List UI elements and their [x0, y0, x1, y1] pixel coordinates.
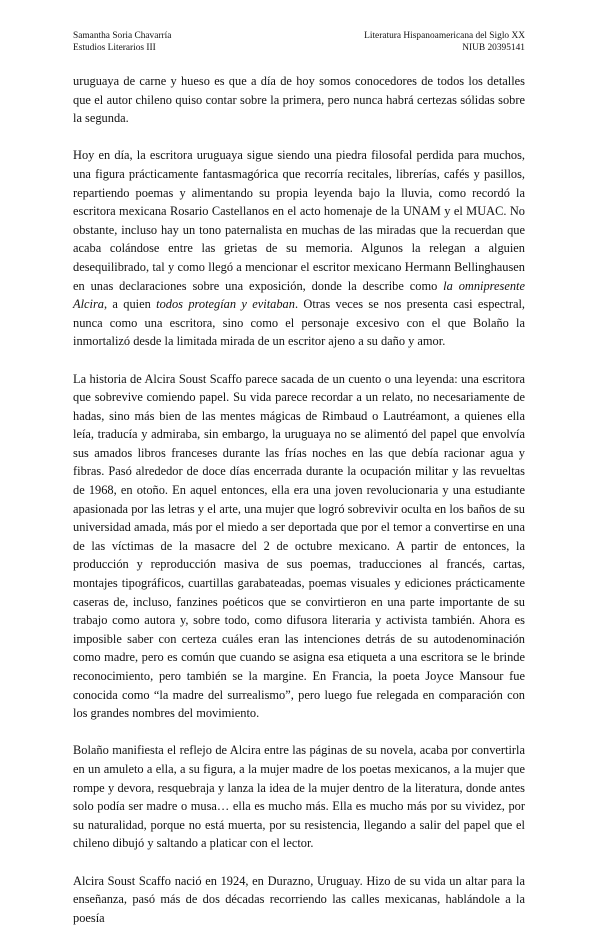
paragraph-2-text-b: , a quien	[103, 297, 157, 312]
paragraph-1: uruguaya de carne y hueso es que a día de hoy somos conocedores de todos los detalles que el autor chileno quiso contar sobre la primera, pero nunca habrá certezas sólidas sobre la segunda.	[73, 74, 525, 126]
paragraph-2-quote-2: todos protegían y evitaban	[156, 297, 295, 312]
header-left	[73, 30, 171, 54]
program-name: Estudios Literarios III	[73, 43, 156, 53]
student-id: NIUB 20395141	[462, 43, 525, 53]
paragraph-2-quote-1: la omnipresente Alcira	[73, 278, 525, 312]
paragraph-4: Bolaño manifiesta el reflejo de Alcira entre las páginas de su novela, acaba por convertirla en un amuleto a ella, a su figura, a la mujer madre de los poetas mexicanos, a la mujer que rompe y devora, resquebraja y lanza la idea de la mujer dentro de la literatura, donde antes solo podía ser madre o musa… ella es mucho más. Ella es mucho más por su vividez, por su naturalidad, porque no está muerta, por su resistencia, llegando a salir del papel que el chileno dibujó y saltando a platicar con el lector.	[73, 743, 525, 851]
header-right	[364, 30, 525, 54]
document-body	[73, 72, 525, 946]
course-name: Literatura Hispanoamericana del Siglo XX	[364, 31, 525, 41]
page-header	[73, 30, 525, 54]
paragraph-2	[73, 146, 525, 351]
paragraph-3: La historia de Alcira Soust Scaffo parece sacada de un cuento o una leyenda: una escritora que sobrevive comiendo papel. Su vida parece recordar a un relato, no necesariamente de hadas, sino más bien de las mentes mágicas de Rimbaud o Lautréamont, a quienes ella leía, traducía y admiraba, sin embargo, la uruguaya no se alimentó del papel que envolvía sus amados libros franceses durante las frías noches en las que debía racionar agua y fibras. Pasó alrededor de doce días encerrada durante la ocupación militar y las revueltas de 1968, en otoño. En aquel entonces, ella era una joven revolucionaria y una estudiante apasionada por las letras y el arte, una mujer que logró sobrevivir oculta en los baños de su universidad amada, más por el miedo a ser deportada que por el temor a convertirse en una de las víctimas de la masacre del 2 de octubre mexicano. A partir de entonces, la producción y reproducción masiva de sus poemas, traducciones al francés, cartas, montajes tipográficos, cuartillas garabateadas, poemas visuales y ediciones prácticamente caseras de, incluso, fanzines poéticos que se convirtieron en una parte importante de su trabajo como autora y, sobre todo, como difusora literaria y activista también. Ahora es imposible saber con certeza cuáles eran las intenciones detrás de su autodenominación como madre, pero es común que cuando se asigna esa etiqueta a una escritora se le brinde reconocimiento, pero también se la margine. En Francia, la poeta Joyce Mansour fue conocida como “la madre del surrealismo”, pero luego fue relegada en comparación con los grandes nombres del movimiento.	[73, 371, 525, 721]
paragraph-2-text-a: Hoy en día, la escritora uruguaya sigue siendo una piedra filosofal perdida para muchos, una figura prácticamente fantasmagórica que recorría recitales, librerías, cafés y pasillos, repartiendo poemas y alimentando su propia leyenda bajo la lluvia, como recordó la escritora mexicana Rosario Castellanos en el acto homenaje de la UNAM y el MUAC. No obstante, incluso hay un tono paternalista en muchas de las miradas que la recuerdan que acaba colándose entre las grietas de su memoria. Algunos la relegan a alguien desequilibrado, tal y como llegó a mencionar el escritor mexicano Hermann Bellinghausen en unas declaraciones sobre una exposición, donde la describe como	[73, 148, 525, 293]
paragraph-5: Alcira Soust Scaffo nació en 1924, en Durazno, Uruguay. Hizo de su vida un altar para la enseñanza, pasó más de dos décadas recorriendo las calles mexicanas, hablándole a la poesía	[73, 873, 525, 925]
author-name: Samantha Soria Chavarría	[73, 31, 172, 41]
paragraph-2-text-c: . Otras veces se nos presenta casi espectral, nunca como una escritora, sino como el personaje excesivo con el que Bolaño la inmortalizó desde la limitada mirada de un escritor ajeno a su daño y amor.	[73, 297, 525, 349]
